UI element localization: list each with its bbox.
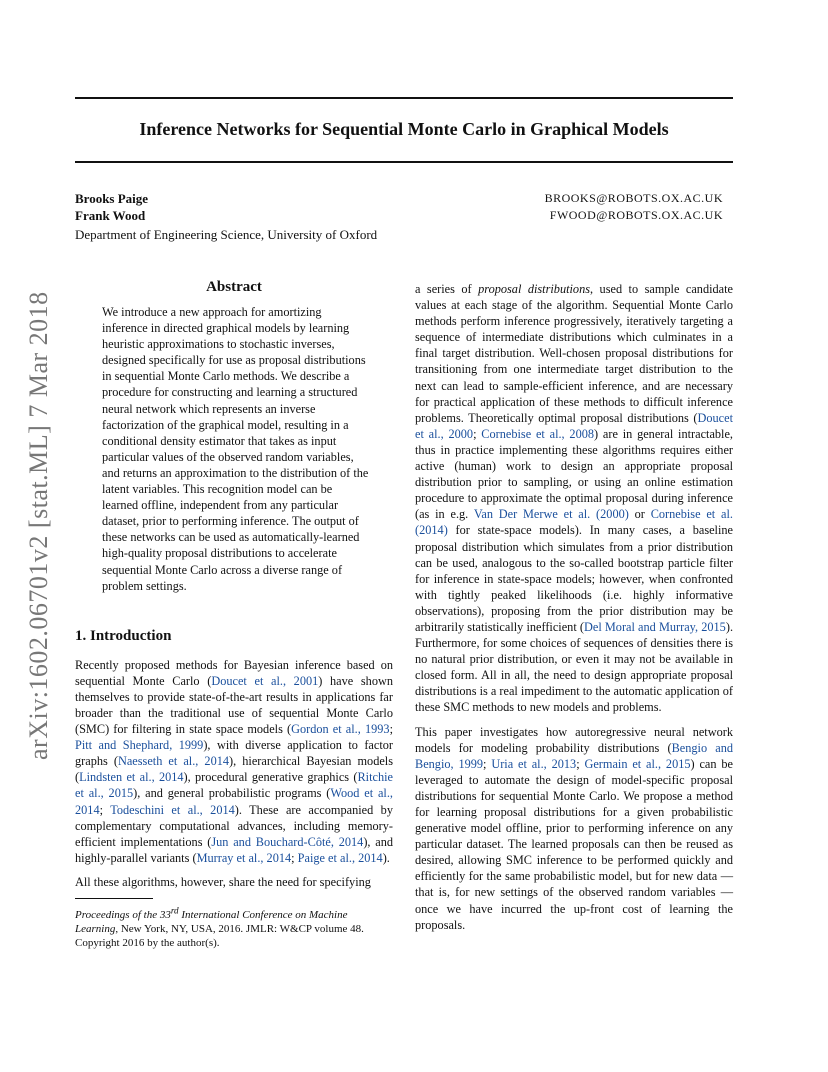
paragraph-text: for state-space models). In many cases, a baseline proposal distribution which simulates from a prior distribution can be used, analogous to the so-called bootstrap particle filter for inference in state-space models; however, when confronted with tightly peaked likelihoods (i.e. highly informative observations), proposing from the prior distribution may be arbitrarily statistically inefficient ( (415, 523, 733, 634)
intro-paragraph-2: All these algorithms, however, share the need for specifying (75, 874, 371, 889)
title-top-rule (75, 97, 733, 99)
footnote-ordinal: rd (170, 905, 179, 915)
right-column (415, 281, 733, 941)
paragraph-text: ), hierarchical Bayesian models ( (75, 754, 394, 785)
author-name: Frank Wood (75, 208, 146, 223)
paragraph-text: ; (389, 722, 393, 737)
abstract-body: We introduce a new approach for amortizing inference in directed graphical models by learning heuristic approximations to stochastic inverses, designed specifically for use as proposal distributions in sequential Monte Carlo methods. We describe a procedure for constructing and learning a structured neural network which represents an inverse factorization of the graphical model, resulting in a conditional density estimator that takes as input particular values of the observed random variables, and returns an approximation to the distribution of the latent variables. This recognition model can be learned offline, independent from any particular dataset, prior to performing inference. The output of these networks can be used as automatically-learned high-quality proposal distributions to accelerate sequential Monte Carlo across a diverse range of problem settings. (102, 305, 369, 593)
citation-link[interactable]: Wood et al., 2014 (75, 786, 393, 817)
citation-link[interactable]: Gordon et al., 1993 (291, 722, 390, 737)
paragraph-text: ), with diverse application to factor graphs ( (75, 738, 394, 769)
citation-link[interactable]: Murray et al., 2014 (196, 850, 292, 865)
title-bottom-rule (75, 161, 733, 163)
paragraph-text: a series of (415, 282, 479, 296)
citation-link[interactable]: Lindsten et al., 2014 (79, 770, 184, 785)
paragraph-text: ), and general probabilistic programs ( (133, 786, 331, 801)
author-email: BROOKS@ROBOTS.OX.AC.UK (544, 191, 723, 205)
abstract-title: Abstract (206, 279, 262, 295)
paragraph-text: This paper investigates how autoregressive neural network models for modeling probability distributions ( (415, 724, 733, 755)
citation-link[interactable]: Ritchie et al., 2015 (75, 770, 393, 801)
citation-link[interactable]: Cornebise et al. (2014) (415, 507, 733, 538)
paragraph-text: ; (483, 756, 492, 771)
paragraph-text: ), procedural generative graphics ( (183, 770, 358, 785)
paragraph-text: ), and highly-parallel variants ( (75, 834, 394, 865)
paragraph-text: ; (291, 850, 298, 865)
intro-paragraph-1 (75, 657, 393, 866)
paragraph-text: ) have shown themselves to provide state-of-the-art results in applications far broader than the traditional use of sequential Monte Carlo (SMC) for filtering in state space models ( (75, 673, 393, 737)
paragraph-text: or (628, 507, 651, 522)
footnote-details: , New York, NY, USA, 2016. JMLR: W&CP volume 48. Copyright 2016 by the author(s). (75, 922, 364, 949)
footnote-venue: International Conference on Machine Learning (75, 908, 348, 935)
citation-link[interactable]: Doucet et al., 2000 (415, 410, 733, 441)
intro-paragraph-4 (415, 724, 733, 933)
citation-link[interactable]: Doucet et al., 2001 (211, 673, 319, 688)
paragraph-text: ). (382, 850, 390, 865)
author-block (75, 190, 733, 243)
paragraph-text: , used to sample candidate values at each stage of the algorithm. Sequential Monte Carlo methods perform inference progressively, iteratively targeting a sequence of intermediate distributions which culminates in a final target distribution. Well-chosen proposal distributions for transitioning from one intermediate target distribution to the next can lead to sample-efficient inference, and are necessary for practical application of these methods to difficult inference problems. Theoretically optimal proposal distributions ( (415, 282, 733, 425)
citation-link[interactable]: Del Moral and Murray, 2015 (583, 619, 726, 634)
paragraph-text: ). Furthermore, for some choices of sequences of densities there is no natural prior distribution, or even it may not be available in closed form. All in all, the need to design appropriate proposal distributions is a real impediment to the automatic application of these SMC methods to new models and problems. (415, 619, 734, 715)
paragraph-text: ; (576, 756, 585, 771)
citation-link[interactable]: Paige et al., 2014 (297, 850, 383, 865)
paper-title: Inference Networks for Sequential Monte Carlo in Graphical Models (139, 119, 669, 139)
paragraph-text: ; (473, 426, 482, 441)
citation-link[interactable]: Uria et al., 2013 (491, 756, 577, 771)
citation-link[interactable]: Pitt and Shephard, 1999 (75, 738, 204, 753)
footnote-proceedings: Proceedings of the 33 (75, 908, 171, 921)
paragraph-text: ; (99, 802, 111, 817)
footnote (75, 903, 393, 950)
emphasis-text: proposal distributions (478, 282, 591, 296)
citation-link[interactable]: Cornebise et al., 2008 (481, 426, 595, 441)
intro-paragraph-3 (415, 281, 733, 716)
section-title-introduction: 1. Introduction (75, 627, 172, 644)
author-name: Brooks Paige (75, 191, 149, 206)
citation-link[interactable]: Bengio and Bengio, 1999 (415, 740, 733, 771)
citation-link[interactable]: Naesseth et al., 2014 (117, 754, 230, 769)
paragraph-text: ) are in general intractable, thus in practice implementing these algorithms requires either active (human) work to design an appropriate proposal distribution prior to sampling, or using an online estimation procedure to approximate the optimal proposal during inference (as in e.g. (415, 426, 734, 522)
citation-link[interactable]: Germain et al., 2015 (584, 756, 691, 771)
paragraph-text: ) can be leveraged to automate the design of model-specific proposal distributions for sequential Monte Carlo. We propose a method for learning proposal distributions for a given probabilistic generative model offline, prior to performing inference on any particular dataset. The learned proposals can then be reused as desired, allowing SMC inference to be performed quickly and efficiently for the same probabilistic model, but for new data — that is, for new settings of the observed random variables — once we have incurred the up-front cost of learning the proposals. (415, 756, 733, 932)
citation-link[interactable]: Todeschini et al., 2014 (110, 802, 235, 817)
left-column (75, 279, 393, 950)
footnote-rule (75, 898, 153, 899)
author-email: FWOOD@ROBOTS.OX.AC.UK (549, 208, 723, 222)
paragraph-text: Recently proposed methods for Bayesian inference based on sequential Monte Carlo ( (75, 657, 393, 688)
paragraph-text: ). These are accompanied by complementary computational advances, including memory-efficient implementations ( (75, 802, 393, 849)
author-row (75, 207, 733, 224)
author-row (75, 190, 733, 207)
affiliation: Department of Engineering Science, University of Oxford (75, 227, 378, 242)
arxiv-identifier: arXiv:1602.06701v2 [stat.ML] 7 Mar 2018 (24, 291, 53, 760)
citation-link[interactable]: Van Der Merwe et al. (2000) (473, 507, 629, 522)
citation-link[interactable]: Jun and Bouchard-Côté, 2014 (211, 834, 364, 849)
